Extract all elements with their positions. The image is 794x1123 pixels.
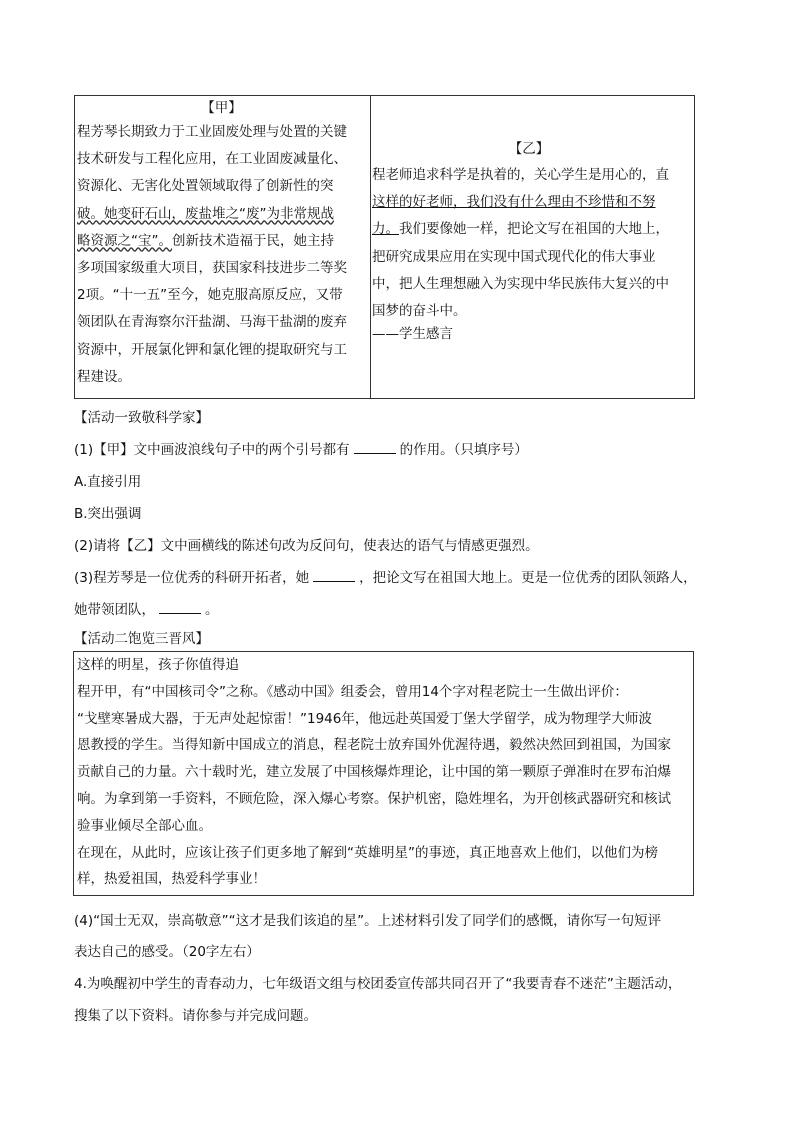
- yi-attribution: ——学生感言: [372, 326, 453, 343]
- yi-line: 国梦的奋斗中。: [372, 303, 467, 320]
- q3-line2-prefix: 她带领团队，: [74, 602, 155, 618]
- material-line: 样，热爱祖国，热爱科学事业！: [77, 871, 266, 888]
- jia-line: 资源中，开展氯化钾和氯化锂的提取研究与工: [77, 341, 347, 358]
- jia-line-wavy: 破。她变矸石山，废盐堆之“废”为非常规战: [77, 205, 334, 222]
- material-line: 这样的明星，孩子你值得追: [77, 657, 239, 673]
- q3-prefix: (3)程芳琴是一位优秀的科研开拓者，她: [74, 570, 310, 586]
- activity1-title: 【活动一致敬科学家】: [74, 410, 209, 426]
- jia-line: 程芳琴长期致力于工业固废处理与处置的关键: [77, 124, 347, 140]
- yi-line-rest: 我们要像她一样，把论文写在祖国的大地上，: [399, 221, 669, 238]
- question-4-line1: (4)“国士无双，崇高敬意”“这才是我们该追的星”。上述材料引发了同学们的感慨，请你写一句短评: [74, 913, 662, 929]
- yi-line: 中，把人生理想融入为实现中华民族伟大复兴的中: [372, 275, 669, 292]
- yi-line: [372, 216, 686, 243]
- option-a: A.直接引用: [74, 474, 142, 490]
- q3-middle: ，把论文写在祖国大地上。更是一位优秀的团队领路人，: [359, 570, 697, 586]
- question-main-4-line1: 4.为唤醒初中学生的青春动力，七年级语文组与校团委宣传部共同召开了“我要青春不迷茫”主题活动，: [74, 976, 682, 992]
- q1-suffix: 的作用。（只填序号）: [399, 442, 528, 458]
- passage-yi-title: 【乙】: [508, 141, 550, 157]
- material-line: 贡献自己的力量。六十载时光，建立发展了中国核爆炸理论，让中国的第一颗原子弹准时在罗布泊爆: [77, 764, 671, 781]
- passage-jia-title: 【甲】: [201, 100, 242, 116]
- question-3-line1: [74, 566, 697, 586]
- jia-line: 技术研发与工程化应用，在工业固废减量化、: [77, 151, 347, 168]
- yi-line: 程老师追求科学是执着的，关心学生是用心的，直: [372, 167, 669, 183]
- yi-line: 把研究成果应用在实现中国式现代化的伟大事业: [372, 248, 656, 265]
- jia-line: 程建设。: [77, 368, 131, 385]
- question-1: [74, 438, 528, 458]
- option-b: B.突出强调: [74, 506, 142, 522]
- jia-line: 多项国家级重大项目，获国家科技进步二等奖: [77, 260, 347, 277]
- answer-blank[interactable]: [354, 441, 396, 454]
- q1-prefix: (1)【甲】文中画波浪线句子中的两个引号都有: [74, 442, 350, 458]
- material-line: 响。为拿到第一手资料，不顾危险，深入爆心考察。保护机密，隐姓埋名，为开创核武器研究和核试: [77, 790, 671, 807]
- jia-line-rest: 创新技术造福于民，她主持: [172, 232, 334, 249]
- q3-line2-suffix: 。: [205, 602, 219, 618]
- reading-table: [74, 95, 695, 399]
- answer-blank[interactable]: [159, 601, 201, 614]
- answer-blank[interactable]: [313, 569, 355, 582]
- material-line: 恩教授的学生。当得知新中国成立的消息，程老院士放弃国外优渥待遇，毅然决然回到祖国，为国家: [77, 737, 671, 754]
- activity2-title: 【活动二饱览三晋风】: [74, 631, 209, 647]
- jia-line: 2项。“十一五”至今，她克服高原反应，又带: [77, 287, 343, 304]
- material-box: [73, 651, 694, 896]
- material-line: 验事业倾尽全部心血。: [77, 817, 212, 834]
- passage-yi: [371, 96, 695, 399]
- question-4-line2: 表达自己的感受。（20字左右）: [74, 944, 260, 960]
- jia-line: 领团队在青海察尔汗盐湖、马海干盐湖的废弃: [77, 314, 347, 331]
- question-main-4-line2: 搜集了以下资料。请你参与并完成问题。: [74, 1008, 317, 1024]
- material-line: “戈壁寒暑成大器，于无声处起惊雷！”1946年，他远赴英国爱丁堡大学留学，成为物理学大师波: [77, 710, 652, 727]
- material-line: 在现在，从此时，应该让孩子们更多地了解到“英雄明星”的事迹，真正地喜欢上他们，以他们为榜: [77, 844, 658, 861]
- jia-wavy-sentence-end: 略资源之“宝”。: [77, 232, 172, 249]
- jia-line: 资源化、无害化处置领域取得了创新性的突: [77, 178, 334, 195]
- passage-jia: [75, 96, 371, 399]
- yi-underline-end: 力。: [372, 221, 399, 238]
- question-3-line2: [74, 598, 219, 618]
- question-2: (2)请将【乙】文中画横线的陈述句改为反问句，使表达的语气与情感更强烈。: [74, 538, 539, 554]
- jia-line: [77, 228, 366, 255]
- yi-line-underlined: 这样的好老师，我们没有什么理由不珍惜和不努: [372, 194, 656, 211]
- material-line: 程开甲，有“中国核司令”之称。《感动中国》组委会，曾用14个字对程老院士一生做出评价：: [77, 683, 628, 700]
